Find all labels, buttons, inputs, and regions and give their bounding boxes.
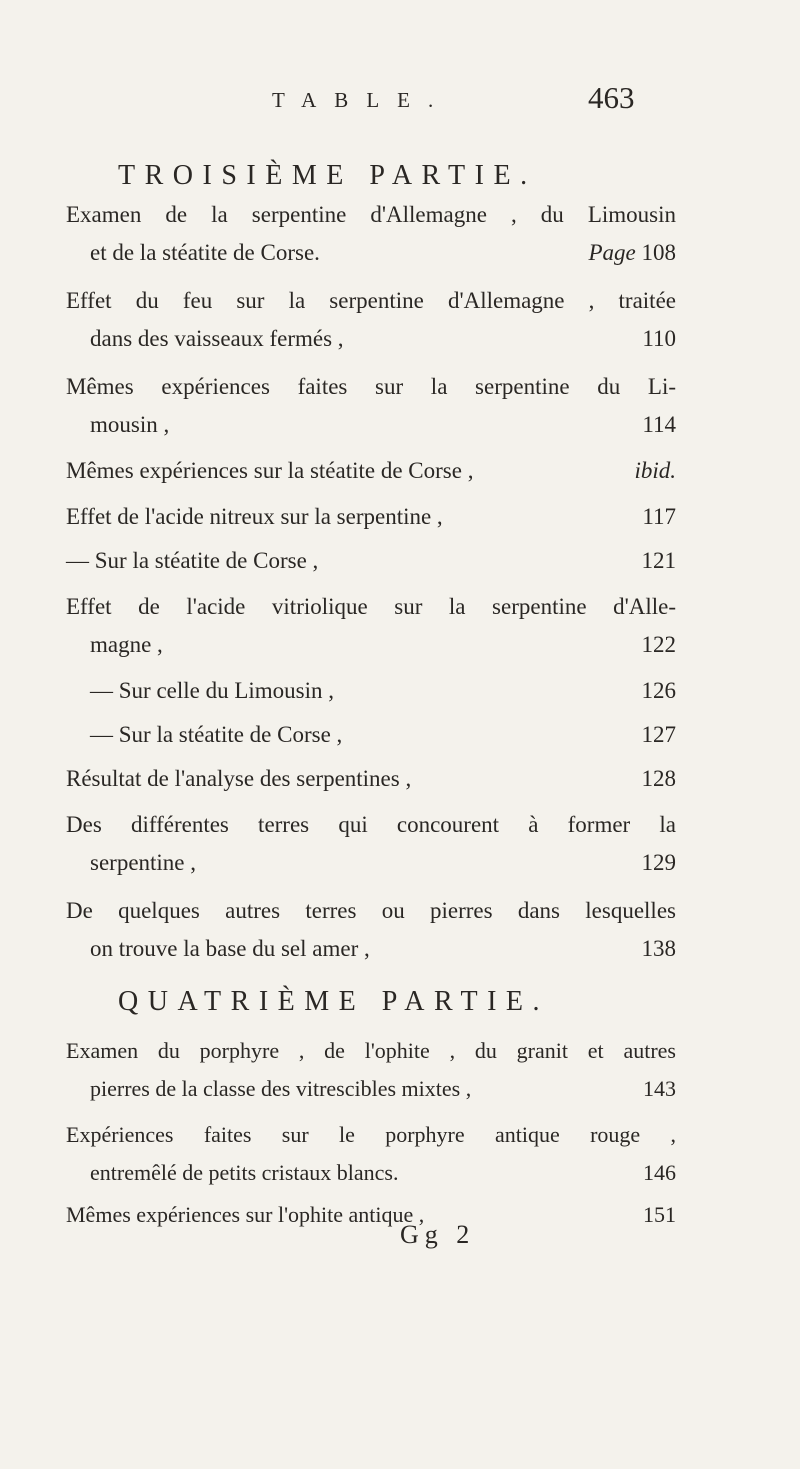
section-title-part-3: TROISIÈME PARTIE. xyxy=(118,160,537,191)
entry-line: — Sur la stéatite de Corse , xyxy=(66,548,319,573)
page-label: Page xyxy=(588,240,636,265)
entry-line: entremêlé de petits cristaux blancs. xyxy=(90,1160,399,1185)
toc-entry xyxy=(66,760,676,798)
toc-entry xyxy=(66,196,676,272)
entry-line: Mêmes expériences faites sur la serpentine du Li- xyxy=(66,374,676,399)
entry-line: De quelques autres terres ou pierres dans lesquelles xyxy=(66,898,676,923)
entry-line: Examen du porphyre , de l'ophite , du granit et autres xyxy=(66,1038,676,1063)
entry-line: Des différentes terres qui concourent à former la xyxy=(66,812,676,837)
page-ref: 146 xyxy=(643,1160,676,1185)
entry-line: Résultat de l'analyse des serpentines , xyxy=(66,766,412,791)
page-number: 463 xyxy=(588,80,635,115)
toc-entry xyxy=(66,542,676,580)
page-ref: 108 xyxy=(641,240,676,265)
toc-entry xyxy=(66,672,676,710)
entry-line: on trouve la base du sel amer , xyxy=(90,936,370,961)
entry-line: serpentine , xyxy=(90,850,197,875)
page-ref: 151 xyxy=(643,1202,676,1227)
page-ref: 110 xyxy=(642,326,676,351)
toc-entry xyxy=(66,1196,676,1234)
entry-line: Mêmes expériences sur l'ophite antique , xyxy=(66,1202,425,1227)
toc-entry xyxy=(66,716,676,754)
entry-line: dans des vaisseaux fermés , xyxy=(90,326,344,351)
page-ref: 129 xyxy=(641,850,676,875)
toc-entry xyxy=(66,806,676,882)
toc-entry xyxy=(66,498,676,536)
toc-entry xyxy=(66,452,676,490)
page-ref: 114 xyxy=(642,412,676,437)
page-ref: 121 xyxy=(641,548,676,573)
page-ref: 138 xyxy=(641,936,676,961)
page-ref: 128 xyxy=(641,766,676,791)
entry-line: Effet de l'acide vitriolique sur la serpentine d'Alle- xyxy=(66,594,676,619)
page-ref: 122 xyxy=(641,632,676,657)
entry-line: magne , xyxy=(90,632,163,657)
running-head xyxy=(0,80,800,128)
toc-entry xyxy=(66,1116,676,1192)
toc-entry xyxy=(66,368,676,444)
running-head-title: TABLE. xyxy=(272,88,452,112)
toc-entry xyxy=(66,588,676,664)
toc-entry xyxy=(66,282,676,358)
entry-line: pierres de la classe des vitrescibles mixtes , xyxy=(90,1076,472,1101)
entry-line: — Sur celle du Limousin , xyxy=(90,678,335,703)
page-ref: 117 xyxy=(642,504,676,529)
toc-entry xyxy=(66,892,676,968)
page-ref: 143 xyxy=(643,1076,676,1101)
entry-line: mousin , xyxy=(90,412,170,437)
entry-line: — Sur la stéatite de Corse , xyxy=(90,722,343,747)
page-ref: ibid. xyxy=(634,458,676,483)
entry-line: et de la stéatite de Corse. xyxy=(90,240,320,265)
entry-line: Effet de l'acide nitreux sur la serpentine , xyxy=(66,504,443,529)
toc-entry xyxy=(66,1032,676,1108)
entry-line: Effet du feu sur la serpentine d'Allemagne , traitée xyxy=(66,288,676,313)
page-ref: 126 xyxy=(641,678,676,703)
signature-mark: Gg 2 xyxy=(400,1220,476,1249)
page-ref: 127 xyxy=(641,722,676,747)
entry-line: Expériences faites sur le porphyre antique rouge , xyxy=(66,1122,676,1147)
entry-line: Examen de la serpentine d'Allemagne , du Limousin xyxy=(66,202,676,227)
entry-page xyxy=(588,234,676,272)
entry-line: Mêmes expériences sur la stéatite de Corse , xyxy=(66,458,474,483)
section-title-part-4: QUATRIÈME PARTIE. xyxy=(118,986,550,1017)
